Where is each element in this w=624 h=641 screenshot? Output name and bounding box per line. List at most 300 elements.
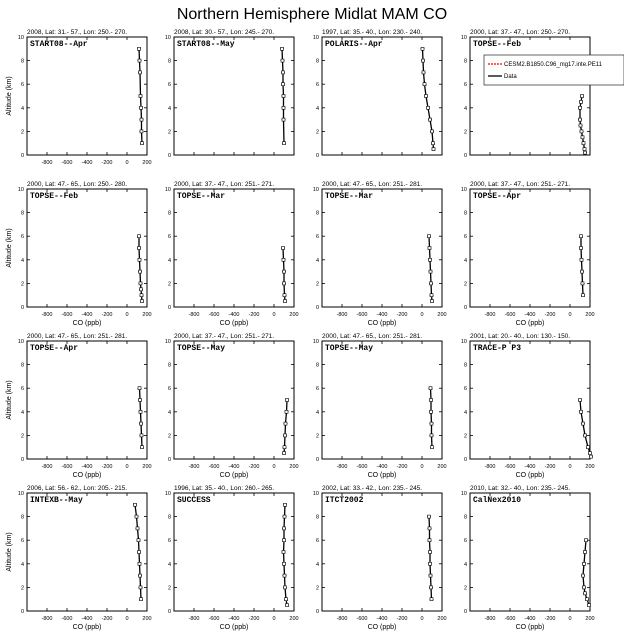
x-axis-label: CO (ppb) (72, 320, 102, 327)
x-tick-label: 200 (437, 312, 447, 318)
data-point (588, 604, 591, 607)
y-tick-label: 4 (315, 257, 319, 264)
data-point (430, 282, 433, 285)
panel-title: CalNex2010 (473, 496, 522, 505)
data-series-line (139, 236, 142, 301)
y-tick-label: 4 (167, 561, 171, 568)
data-point (282, 551, 285, 554)
x-tick-label: 200 (585, 616, 595, 622)
data-point (584, 434, 587, 437)
data-point (283, 539, 286, 542)
x-tick-label: -200 (101, 616, 113, 622)
panel-subtitle: 2000, Lat: 47.- 65., Lon: 251.- 281. (322, 181, 423, 188)
panel-4 (461, 29, 624, 159)
plot-frame (27, 493, 147, 611)
data-point (141, 142, 144, 145)
data-series-line (284, 400, 287, 453)
x-tick-label: -800 (41, 464, 53, 470)
data-point (430, 294, 433, 297)
panel-subtitle: 2000, Lat: 47.- 65., Lon: 251.- 281. (322, 333, 423, 340)
data-point (138, 562, 141, 565)
x-tick-label: -800 (41, 312, 53, 318)
x-tick-label: -200 (544, 616, 556, 622)
panel-title: TOPSE--Feb (30, 192, 79, 201)
x-tick-label: -400 (524, 616, 536, 622)
y-tick-label: 8 (20, 210, 24, 217)
panel-15 (313, 485, 447, 631)
x-tick-label: 0 (125, 464, 129, 470)
data-point (580, 235, 583, 238)
data-point (138, 258, 141, 261)
y-tick-label: 0 (315, 153, 319, 159)
data-point (584, 551, 587, 554)
y-tick-label: 2 (20, 129, 24, 136)
data-point (140, 118, 143, 121)
data-point (141, 446, 144, 449)
y-tick-label: 2 (315, 585, 319, 592)
data-point (583, 562, 586, 565)
panel-title: TOPSE--May (325, 344, 374, 353)
y-tick-label: 6 (167, 82, 171, 89)
panel-1 (6, 29, 152, 166)
data-point (580, 100, 583, 103)
data-point (282, 118, 285, 121)
data-point (281, 47, 284, 50)
y-tick-label: 2 (20, 585, 24, 592)
data-point (282, 106, 285, 109)
x-tick-label: -600 (504, 312, 516, 318)
x-tick-label: -200 (101, 464, 113, 470)
x-tick-label: 200 (142, 464, 152, 470)
panel-subtitle: 2008, Lat: 31.- 57., Lon: 250.- 270. (27, 29, 128, 36)
x-tick-label: 0 (125, 160, 129, 166)
x-tick-label: -800 (336, 312, 348, 318)
data-point (140, 294, 143, 297)
data-point (579, 399, 582, 402)
x-tick-label: -600 (208, 464, 220, 470)
panel-9 (6, 333, 152, 479)
data-point (283, 562, 286, 565)
panel-6 (165, 181, 299, 327)
data-point (581, 95, 584, 98)
y-tick-label: 8 (167, 362, 171, 369)
y-tick-label: 2 (315, 281, 319, 288)
y-tick-label: 0 (463, 609, 467, 615)
data-point (587, 446, 590, 449)
y-tick-label: 4 (315, 409, 319, 416)
data-point (421, 47, 424, 50)
x-tick-label: 200 (437, 464, 447, 470)
y-tick-label: 6 (315, 234, 319, 241)
y-tick-label: 2 (167, 129, 171, 136)
data-point (579, 124, 582, 127)
x-tick-label: -600 (356, 464, 368, 470)
data-point (286, 604, 289, 607)
data-point (581, 136, 584, 139)
data-point (428, 527, 431, 530)
x-tick-label: -800 (41, 616, 53, 622)
panel-5 (6, 181, 152, 327)
y-axis-label: Altitude (km) (6, 532, 13, 572)
x-tick-label: 0 (568, 616, 572, 622)
data-point (138, 59, 141, 62)
y-tick-label: 6 (167, 386, 171, 393)
data-point (429, 387, 432, 390)
x-tick-label: -800 (336, 616, 348, 622)
data-point (581, 282, 584, 285)
y-tick-label: 10 (17, 35, 24, 41)
x-tick-label: 0 (125, 616, 129, 622)
y-tick-label: 10 (17, 491, 24, 497)
y-tick-label: 6 (463, 234, 467, 241)
data-point (137, 539, 140, 542)
data-point (140, 422, 143, 425)
x-tick-label: 0 (272, 312, 276, 318)
data-point (579, 118, 582, 121)
data-point (284, 586, 287, 589)
panel-subtitle: 1997, Lat: 35.- 40., Lon: 230.- 240. (322, 29, 423, 36)
x-tick-label: 200 (289, 312, 299, 318)
data-point (281, 59, 284, 62)
y-tick-label: 4 (167, 257, 171, 264)
x-tick-label: 200 (585, 312, 595, 318)
plot-frame (174, 341, 294, 459)
x-tick-label: -600 (61, 312, 73, 318)
data-point (583, 586, 586, 589)
y-axis-label: Altitude (km) (6, 76, 13, 116)
data-point (283, 270, 286, 273)
x-tick-label: 200 (585, 464, 595, 470)
data-point (590, 455, 593, 458)
x-tick-label: -600 (208, 312, 220, 318)
y-tick-label: 6 (20, 386, 24, 393)
x-tick-label: 0 (420, 616, 424, 622)
y-tick-label: 8 (463, 362, 467, 369)
y-tick-label: 10 (17, 187, 24, 193)
y-tick-label: 10 (312, 35, 319, 41)
data-point (139, 71, 142, 74)
x-tick-label: -400 (81, 160, 93, 166)
data-point (136, 527, 139, 530)
panel-14 (165, 485, 299, 631)
y-tick-label: 2 (167, 433, 171, 440)
x-tick-label: 0 (125, 312, 129, 318)
x-tick-label: -200 (396, 464, 408, 470)
data-series-line (284, 505, 288, 605)
y-tick-label: 2 (20, 281, 24, 288)
data-point (582, 422, 585, 425)
panel-title: TOPSE--Apr (473, 192, 522, 201)
plot-frame (174, 189, 294, 307)
data-point (283, 574, 286, 577)
x-tick-label: -800 (484, 464, 496, 470)
data-point (284, 434, 287, 437)
panel-grid (6, 29, 624, 631)
data-point (428, 539, 431, 542)
panel-title: TRACE-P P3 (473, 344, 522, 353)
data-point (139, 270, 142, 273)
y-tick-label: 2 (463, 433, 467, 440)
y-tick-label: 10 (460, 339, 467, 345)
data-point (430, 422, 433, 425)
data-point (135, 515, 138, 518)
data-point (283, 142, 286, 145)
data-series-line (140, 388, 143, 447)
y-tick-label: 8 (463, 514, 467, 521)
data-point (282, 247, 285, 250)
y-tick-label: 0 (20, 153, 24, 159)
data-point (425, 95, 428, 98)
y-tick-label: 8 (315, 514, 319, 521)
x-tick-label: -600 (61, 160, 73, 166)
x-axis-label: CO (ppb) (72, 472, 102, 479)
x-tick-label: -200 (544, 312, 556, 318)
data-point (282, 83, 285, 86)
data-point (422, 71, 425, 74)
data-point (283, 446, 286, 449)
data-point (589, 452, 592, 455)
y-tick-label: 4 (463, 561, 467, 568)
data-point (580, 410, 583, 413)
data-point (430, 434, 433, 437)
data-point (429, 270, 432, 273)
panel-subtitle: 2000, Lat: 37.- 47., Lon: 250.- 270. (470, 29, 571, 36)
y-tick-label: 10 (460, 491, 467, 497)
data-point (283, 294, 286, 297)
panel-2 (165, 29, 294, 159)
x-tick-label: -400 (81, 464, 93, 470)
y-tick-label: 0 (20, 305, 24, 311)
y-tick-label: 2 (463, 281, 467, 288)
y-tick-label: 0 (315, 609, 319, 615)
panel-title: ITCT2002 (325, 496, 364, 505)
data-point (431, 446, 434, 449)
x-tick-label: -200 (396, 616, 408, 622)
x-tick-label: -600 (208, 616, 220, 622)
data-series-line (429, 236, 432, 301)
x-tick-label: -800 (188, 312, 200, 318)
data-point (428, 515, 431, 518)
x-tick-label: -200 (248, 312, 260, 318)
data-point (580, 247, 583, 250)
x-tick-label: -800 (336, 464, 348, 470)
x-axis-label: CO (ppb) (219, 472, 249, 479)
data-series-line (431, 388, 433, 447)
y-tick-label: 2 (167, 281, 171, 288)
data-point (430, 586, 433, 589)
panel-subtitle: 1996, Lat: 35.- 40., Lon: 260.- 265. (174, 485, 275, 492)
plot-frame (27, 341, 147, 459)
data-point (140, 598, 143, 601)
plot-frame (470, 493, 590, 611)
y-tick-label: 6 (315, 82, 319, 89)
x-axis-label: CO (ppb) (515, 624, 545, 631)
data-point (422, 59, 425, 62)
x-tick-label: -200 (248, 464, 260, 470)
data-point (282, 71, 285, 74)
x-axis-label: CO (ppb) (367, 624, 397, 631)
data-point (427, 106, 430, 109)
panel-title: TOPSE--Apr (30, 344, 79, 353)
plot-frame (174, 493, 294, 611)
y-tick-label: 4 (20, 105, 24, 112)
x-tick-label: -400 (228, 312, 240, 318)
x-tick-label: -600 (504, 464, 516, 470)
x-tick-label: -600 (356, 312, 368, 318)
y-tick-label: 4 (463, 105, 467, 112)
data-point (138, 387, 141, 390)
y-tick-label: 6 (315, 538, 319, 545)
data-point (285, 598, 288, 601)
legend-label: Data (504, 74, 517, 80)
y-tick-label: 8 (315, 58, 319, 65)
panel-subtitle: 2000, Lat: 37.- 47., Lon: 251.- 271. (174, 333, 275, 340)
y-tick-label: 0 (315, 305, 319, 311)
y-tick-label: 4 (20, 409, 24, 416)
x-tick-label: -400 (376, 616, 388, 622)
x-tick-label: -200 (248, 616, 260, 622)
panel-title: TOPSE--May (177, 344, 226, 353)
plot-frame (27, 189, 147, 307)
x-tick-label: -600 (356, 616, 368, 622)
y-tick-label: 2 (167, 585, 171, 592)
x-tick-label: -800 (484, 312, 496, 318)
y-tick-label: 0 (167, 305, 171, 311)
panel-title: TOPSE--Mar (177, 192, 226, 201)
y-tick-label: 4 (20, 257, 24, 264)
x-tick-label: 0 (420, 464, 424, 470)
data-point (432, 148, 435, 151)
panel-subtitle: 2008, Lat: 30.- 57., Lon: 245.- 270. (174, 29, 275, 36)
data-point (283, 452, 286, 455)
y-tick-label: 8 (20, 58, 24, 65)
panel-title: START08--Apr (30, 40, 88, 49)
data-point (138, 551, 141, 554)
y-tick-label: 4 (463, 409, 467, 416)
y-tick-label: 0 (463, 153, 467, 159)
panel-subtitle: 2006, Lat: 56.- 62., Lon: 205.- 215. (27, 485, 128, 492)
y-tick-label: 0 (463, 457, 467, 463)
y-axis-label: Altitude (km) (6, 380, 13, 420)
data-point (283, 282, 286, 285)
y-tick-label: 10 (164, 339, 171, 345)
x-tick-label: 0 (568, 312, 572, 318)
x-tick-label: -600 (61, 464, 73, 470)
y-tick-label: 2 (315, 129, 319, 136)
plot-frame (27, 37, 147, 155)
legend-label: CESM2.B1850.C96_mg17.inte.PE11 (504, 62, 602, 68)
y-tick-label: 10 (312, 187, 319, 193)
x-tick-label: -600 (61, 616, 73, 622)
x-tick-label: -600 (504, 616, 516, 622)
data-point (429, 258, 432, 261)
data-point (286, 399, 289, 402)
x-tick-label: -400 (376, 312, 388, 318)
data-point (138, 47, 141, 50)
data-point (139, 282, 142, 285)
x-tick-label: -800 (484, 616, 496, 622)
data-point (284, 422, 287, 425)
panel-13 (6, 485, 152, 631)
y-tick-label: 6 (463, 82, 467, 89)
data-point (283, 515, 286, 518)
data-point (282, 95, 285, 98)
panel-11 (313, 333, 447, 479)
y-tick-label: 10 (460, 187, 467, 193)
data-point (431, 130, 434, 133)
data-point (139, 399, 142, 402)
y-tick-label: 4 (167, 105, 171, 112)
panel-subtitle: 2000, Lat: 47.- 65., Lon: 251.- 281. (27, 333, 128, 340)
x-axis-label: CO (ppb) (219, 320, 249, 327)
x-tick-label: -400 (228, 616, 240, 622)
x-tick-label: -200 (101, 160, 113, 166)
x-tick-label: 200 (437, 616, 447, 622)
data-point (582, 142, 585, 145)
x-tick-label: 0 (272, 464, 276, 470)
y-tick-label: 0 (167, 457, 171, 463)
data-series-line (423, 49, 434, 149)
y-tick-label: 6 (20, 538, 24, 545)
x-tick-label: -400 (524, 464, 536, 470)
data-point (134, 503, 137, 506)
x-axis-label: CO (ppb) (515, 472, 545, 479)
panel-12 (461, 333, 595, 479)
data-point (579, 106, 582, 109)
panel-title: POLARIS--Apr (325, 40, 383, 49)
y-tick-label: 0 (20, 609, 24, 615)
panel-subtitle: 2001, Lat: 20.- 40., Lon: 130.- 150. (470, 333, 571, 340)
x-tick-label: -800 (41, 160, 53, 166)
y-tick-label: 4 (463, 257, 467, 264)
panel-subtitle: 2000, Lat: 47.- 65., Lon: 250.- 280. (27, 181, 128, 188)
y-tick-label: 8 (167, 210, 171, 217)
y-tick-label: 4 (167, 409, 171, 416)
y-tick-label: 0 (463, 305, 467, 311)
y-tick-label: 6 (167, 538, 171, 545)
x-axis-label: CO (ppb) (367, 472, 397, 479)
y-tick-label: 8 (167, 514, 171, 521)
y-tick-label: 10 (460, 35, 467, 41)
y-tick-label: 10 (164, 35, 171, 41)
x-axis-label: CO (ppb) (219, 624, 249, 631)
y-tick-label: 6 (463, 538, 467, 545)
y-tick-label: 8 (463, 210, 467, 217)
data-point (141, 300, 144, 303)
panel-subtitle: 2000, Lat: 37.- 47., Lon: 251.- 271. (174, 181, 275, 188)
data-point (423, 83, 426, 86)
figure-title: Northern Hemisphere Midlat MAM CO (176, 6, 448, 23)
panel-3 (313, 29, 442, 159)
data-point (582, 574, 585, 577)
data-point (584, 592, 587, 595)
data-point (432, 142, 435, 145)
x-tick-label: -800 (188, 464, 200, 470)
y-tick-label: 10 (164, 187, 171, 193)
y-tick-label: 10 (312, 491, 319, 497)
panel-subtitle: 2000, Lat: 37.- 47., Lon: 251.- 271. (470, 181, 571, 188)
x-axis-label: CO (ppb) (72, 624, 102, 631)
data-point (139, 586, 142, 589)
x-tick-label: -400 (81, 312, 93, 318)
data-series-line (583, 540, 589, 605)
plot-frame (322, 341, 442, 459)
data-point (429, 118, 432, 121)
legend-box (484, 55, 624, 85)
x-tick-label: -400 (81, 616, 93, 622)
x-tick-label: 200 (142, 312, 152, 318)
y-tick-label: 2 (20, 433, 24, 440)
